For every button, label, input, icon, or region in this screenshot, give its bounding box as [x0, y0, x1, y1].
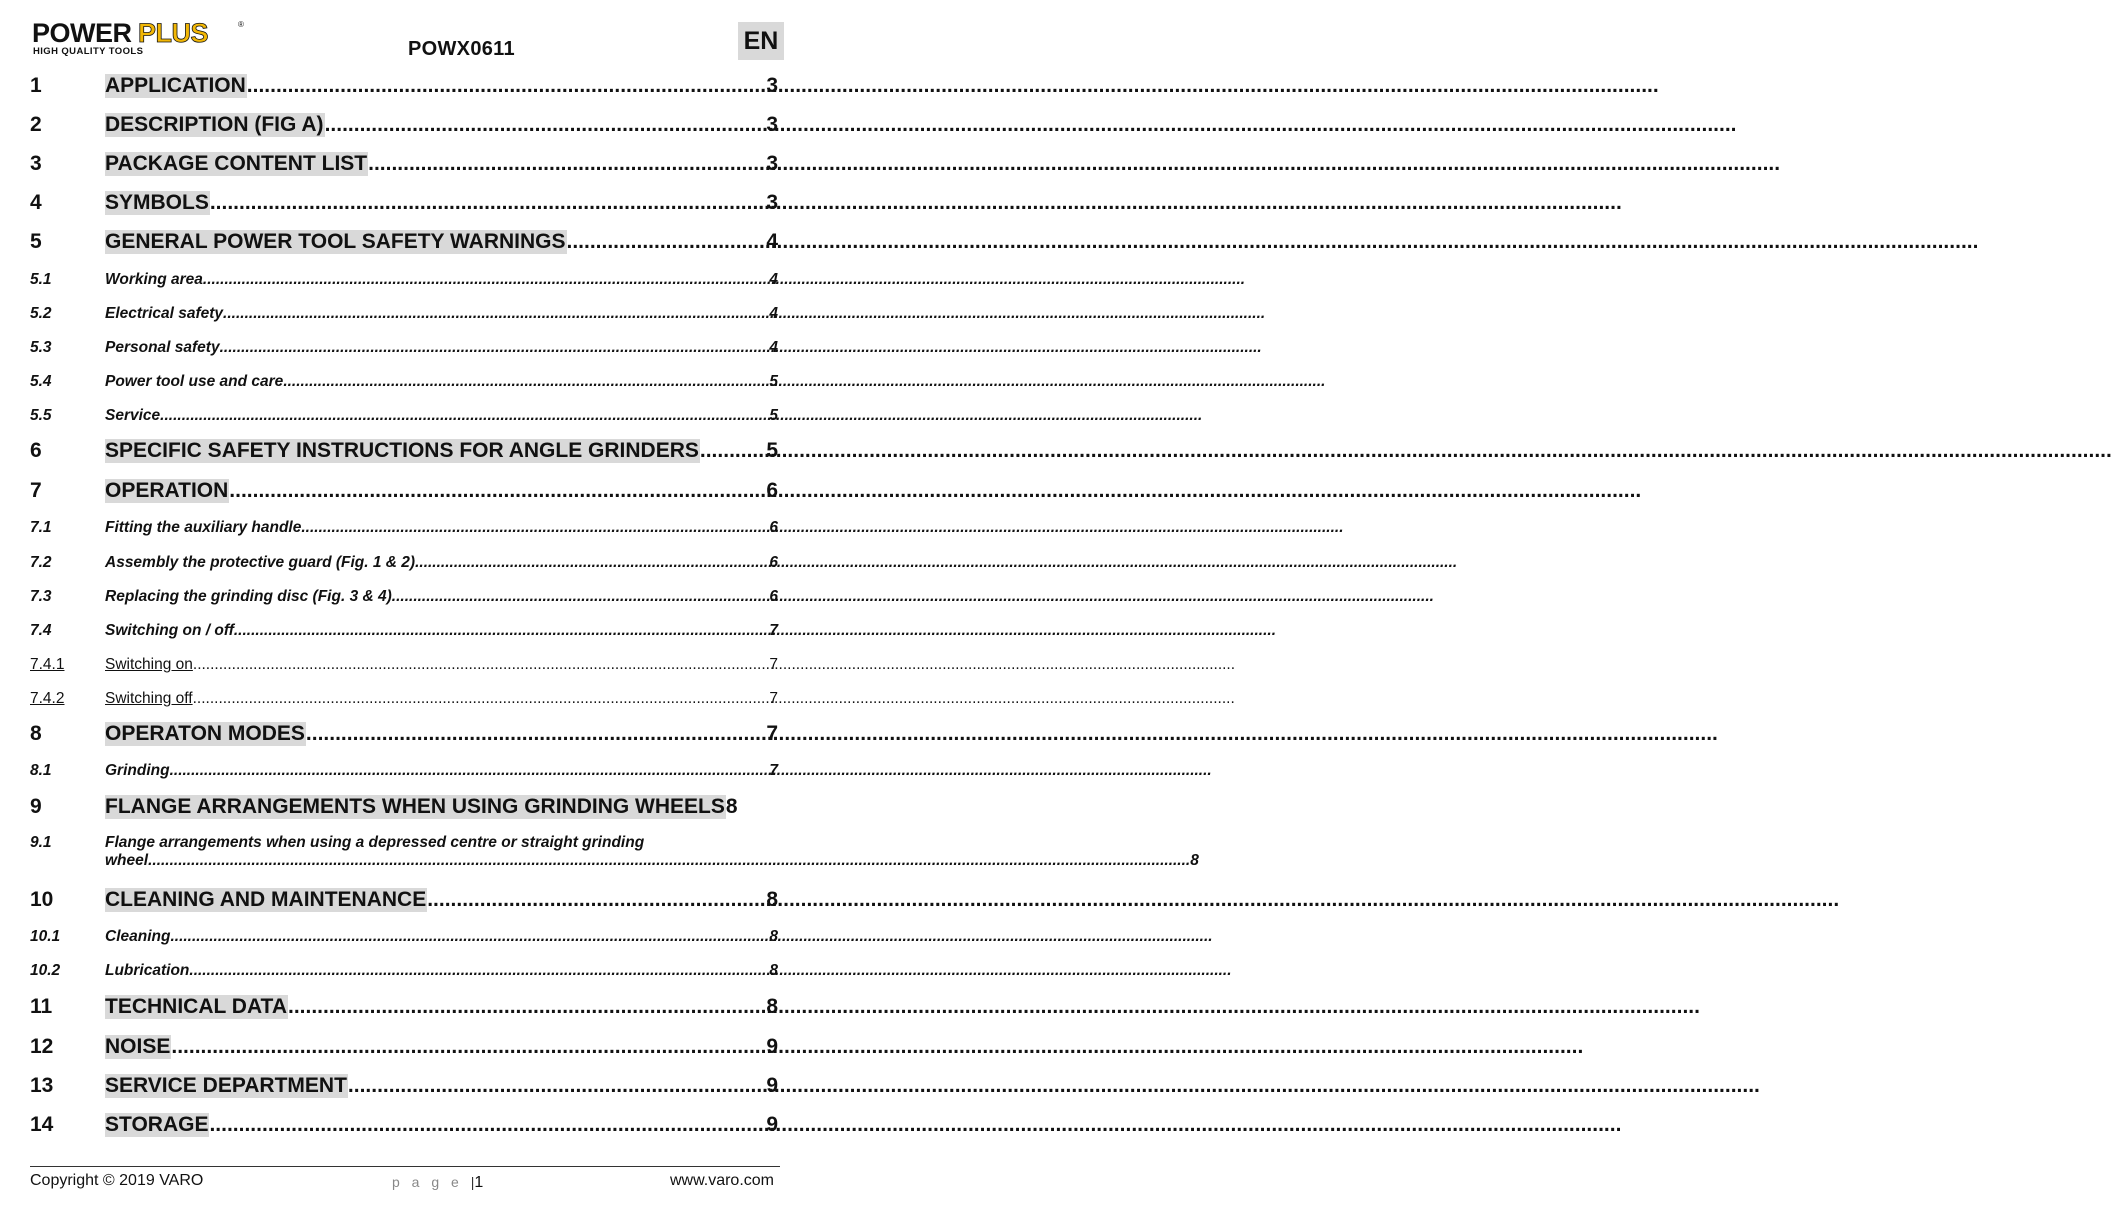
toc-leader	[567, 230, 767, 254]
model-number: POWX0611	[408, 38, 515, 60]
toc-leader	[325, 113, 767, 137]
toc-title: Switching off	[105, 690, 193, 707]
toc-number: 7.4.1	[30, 656, 65, 673]
toc-page: 7	[769, 690, 778, 707]
toc-title: STORAGE	[105, 1113, 209, 1136]
toc-number: 7.1	[30, 519, 52, 536]
toc-number: 11	[30, 995, 53, 1018]
toc-leader	[288, 995, 766, 1019]
toc-page: 4	[766, 230, 778, 253]
toc-page: 6	[766, 479, 778, 502]
toc-page: 5	[766, 439, 778, 462]
toc-title: Replacing the grinding disc (Fig. 3 & 4)	[105, 588, 392, 605]
toc-entry[interactable]	[30, 690, 778, 708]
toc-number: 3	[30, 152, 42, 175]
toc-number: 10.2	[30, 962, 61, 979]
toc-entry[interactable]	[30, 656, 778, 674]
toc-leader	[160, 407, 769, 425]
toc-entry[interactable]	[30, 888, 778, 912]
toc-leader	[247, 74, 767, 98]
toc-title: SERVICE DEPARTMENT	[105, 1074, 347, 1097]
page-separator: |	[470, 1174, 475, 1190]
toc-title: SYMBOLS	[105, 191, 209, 214]
toc-title: SPECIFIC SAFETY INSTRUCTIONS FOR ANGLE GRINDERS	[105, 439, 699, 462]
page-label: p a g e	[392, 1174, 463, 1190]
toc-page: 8	[1190, 852, 1199, 869]
toc-number: 6	[30, 439, 42, 462]
toc-title: OPERATON MODES	[105, 722, 305, 745]
toc-title: OPERATION	[105, 479, 229, 502]
toc-page: 3	[766, 74, 778, 97]
page-header	[0, 0, 808, 70]
toc-title: Grinding	[105, 762, 170, 779]
toc-leader	[229, 479, 766, 503]
toc-entry[interactable]	[30, 554, 778, 572]
toc-number: 12	[30, 1035, 54, 1058]
toc-leader	[427, 888, 766, 912]
toc-number: 9	[30, 795, 42, 818]
toc-entry[interactable]	[30, 995, 778, 1019]
toc-entry[interactable]	[30, 722, 778, 746]
toc-leader	[189, 962, 769, 980]
toc-entry[interactable]	[30, 834, 1199, 870]
toc-page: 8	[769, 962, 778, 979]
toc-entry[interactable]	[30, 1113, 778, 1137]
toc-entry[interactable]	[30, 439, 778, 463]
toc-entry[interactable]	[30, 305, 778, 323]
toc-leader	[220, 339, 770, 357]
toc-title: Working area	[105, 271, 203, 288]
page-indicator	[392, 1174, 483, 1192]
toc-title: Switching on / off	[105, 622, 234, 639]
toc-number: 14	[30, 1113, 54, 1136]
toc-entry[interactable]	[30, 479, 778, 503]
powerplus-logo	[32, 18, 247, 58]
toc-title: CLEANING AND MAINTENANCE	[105, 888, 427, 911]
toc-entry[interactable]	[30, 191, 778, 215]
toc-leader	[234, 622, 770, 640]
toc-page: 3	[766, 191, 778, 214]
toc-entry[interactable]	[30, 928, 778, 946]
toc-title: GENERAL POWER TOOL SAFETY WARNINGS	[105, 230, 566, 253]
toc-number: 7.4	[30, 622, 52, 639]
toc-page: 8	[766, 888, 778, 911]
toc-entry[interactable]	[30, 1074, 778, 1098]
toc-title: Assembly the protective guard (Fig. 1 & 2)	[105, 554, 416, 571]
toc-leader	[210, 191, 766, 215]
language-badge: EN	[738, 22, 784, 60]
toc-number: 5.5	[30, 407, 52, 424]
toc-number: 10.1	[30, 928, 61, 945]
toc-page: 3	[766, 152, 778, 175]
toc-title: Cleaning	[105, 928, 171, 945]
toc-number: 10	[30, 888, 54, 911]
toc-entry[interactable]	[30, 622, 778, 640]
website-link[interactable]: www.varo.com	[669, 1172, 774, 1189]
toc-title: Power tool use and care	[105, 373, 284, 390]
toc-leader	[415, 554, 769, 572]
toc-leader	[209, 1113, 766, 1137]
toc-number: 5.1	[30, 271, 52, 288]
toc-title: Electrical safety	[105, 305, 224, 322]
toc-page: 7	[766, 722, 778, 745]
toc-leader	[170, 928, 769, 946]
toc-number: 7	[30, 479, 42, 502]
page-number: 1	[474, 1174, 484, 1191]
toc-title: FLANGE ARRANGEMENTS WHEN USING GRINDING WHEELS	[105, 795, 725, 818]
toc-leader	[148, 852, 1190, 870]
toc-page: 7	[769, 622, 778, 639]
toc-number: 5.2	[30, 305, 52, 322]
toc-title-continued: wheel	[105, 852, 149, 869]
toc-page: 8	[769, 928, 778, 945]
toc-number: 4	[30, 191, 42, 214]
toc-leader	[171, 1035, 766, 1059]
svg-text:POWER: POWER	[32, 18, 132, 48]
toc-entry[interactable]	[30, 271, 778, 289]
toc-entry[interactable]	[30, 152, 778, 176]
toc-page: 4	[769, 305, 778, 322]
toc-page: 9	[766, 1035, 778, 1058]
toc-number: 7.3	[30, 588, 52, 605]
toc-page: 7	[769, 762, 778, 779]
toc-number: 13	[30, 1074, 54, 1097]
toc-leader	[700, 439, 766, 463]
svg-text:HIGH QUALITY TOOLS: HIGH QUALITY TOOLS	[33, 46, 144, 57]
toc-leader	[301, 519, 769, 537]
toc-page: 9	[766, 1113, 778, 1136]
toc-entry[interactable]	[30, 962, 778, 980]
svg-text:PLUS: PLUS	[138, 18, 209, 48]
toc-leader	[283, 373, 769, 391]
toc-number: 9.1	[30, 834, 52, 851]
toc-page: 8	[766, 995, 778, 1018]
toc-number: 7.4.2	[30, 690, 65, 707]
toc-leader	[170, 762, 770, 780]
toc-leader	[193, 690, 770, 708]
toc-page: 5	[769, 407, 778, 424]
toc-page: 6	[769, 554, 778, 571]
footer-divider	[30, 1166, 780, 1167]
toc-page: 9	[766, 1074, 778, 1097]
toc-entry[interactable]	[30, 230, 778, 254]
toc-entry[interactable]	[30, 113, 778, 137]
toc-title: Lubrication	[105, 962, 190, 979]
toc-title: APPLICATION	[105, 74, 246, 97]
toc-page: 7	[769, 656, 778, 673]
toc-number: 1	[30, 74, 42, 97]
toc-number: 7.2	[30, 554, 52, 571]
toc-title-block	[105, 834, 1199, 870]
toc-number: 5.3	[30, 339, 52, 356]
svg-text:®: ®	[238, 20, 244, 29]
toc-leader	[193, 656, 769, 674]
toc-entry[interactable]	[30, 588, 778, 606]
toc-leader	[368, 152, 766, 176]
toc-entry[interactable]	[30, 762, 778, 780]
toc-entry[interactable]	[30, 1035, 778, 1059]
toc-number: 5	[30, 230, 42, 253]
toc-entry[interactable]	[30, 519, 778, 537]
toc-leader	[306, 722, 766, 746]
toc-title: Service	[105, 407, 161, 424]
toc-title: NOISE	[105, 1035, 171, 1058]
toc-page: 6	[769, 588, 778, 605]
page-footer	[30, 1172, 780, 1196]
toc-title: PACKAGE CONTENT LIST	[105, 152, 368, 175]
copyright-text: Copyright © 2019 VARO	[30, 1172, 204, 1189]
toc-number: 8.1	[30, 762, 52, 779]
toc-entry[interactable]	[30, 407, 778, 425]
toc-page: 8	[725, 795, 738, 818]
toc-entry[interactable]	[30, 795, 778, 819]
toc-title: Personal safety	[105, 339, 220, 356]
toc-leader	[223, 305, 769, 323]
toc-number: 2	[30, 113, 42, 136]
toc-leader	[392, 588, 770, 606]
toc-leader	[203, 271, 769, 289]
toc-title-line2	[105, 852, 1199, 870]
toc-title: Flange arrangements when using a depressed centre or straight grinding	[105, 834, 645, 851]
toc-title: TECHNICAL DATA	[105, 995, 287, 1018]
toc-page: 3	[766, 113, 778, 136]
toc-page: 5	[769, 373, 778, 390]
toc-number: 8	[30, 722, 42, 745]
toc-page: 4	[769, 339, 778, 356]
toc-leader	[348, 1074, 766, 1098]
toc-entry[interactable]	[30, 373, 778, 391]
toc-title: Fitting the auxiliary handle	[105, 519, 302, 536]
toc-title: DESCRIPTION (FIG A)	[105, 113, 324, 136]
toc-entry[interactable]	[30, 339, 778, 357]
toc-entry[interactable]	[30, 74, 778, 98]
toc-page: 6	[769, 519, 778, 536]
toc-number: 5.4	[30, 373, 52, 390]
toc-page: 4	[769, 271, 778, 288]
toc-title: Switching on	[105, 656, 193, 673]
